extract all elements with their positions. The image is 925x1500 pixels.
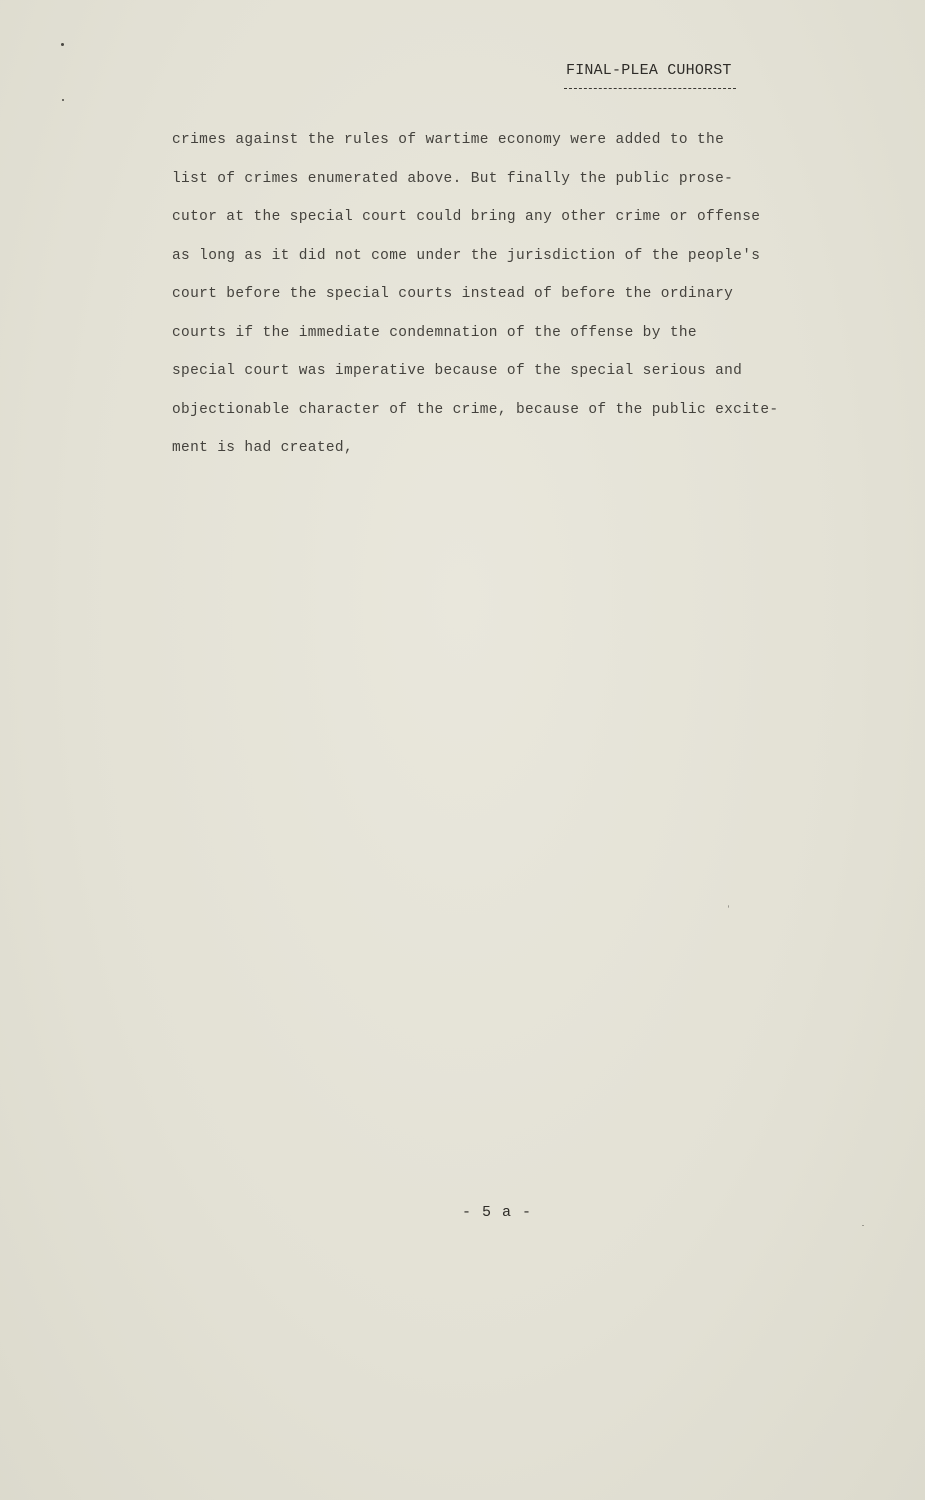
running-header: FINAL-PLEA CUHORST [566,62,732,79]
text-line: as long as it did not come under the jurisdiction of the people's [172,247,761,264]
body-text [172,121,812,468]
text-line: objectionable character of the crime, because of the public excite- [172,401,779,418]
text-line: list of crimes enumerated above. But finally the public prose- [172,170,734,187]
paper-speck [728,905,729,908]
page-number: - 5 a - [462,1204,533,1221]
text-line: crimes against the rules of wartime economy were added to the [172,132,725,148]
text-line: ment is had created, [172,440,354,456]
header-underline [564,88,736,89]
paper-speck [862,1225,864,1226]
paper-speck [62,99,64,101]
paper-speck [61,43,64,46]
text-line: cutor at the special court could bring any other crime or offense [172,209,761,225]
text-line: courts if the immediate condemnation of the offense by the [172,324,697,341]
text-line: court before the special courts instead of before the ordinary [172,286,734,302]
text-line: special court was imperative because of the special serious and [172,363,743,379]
